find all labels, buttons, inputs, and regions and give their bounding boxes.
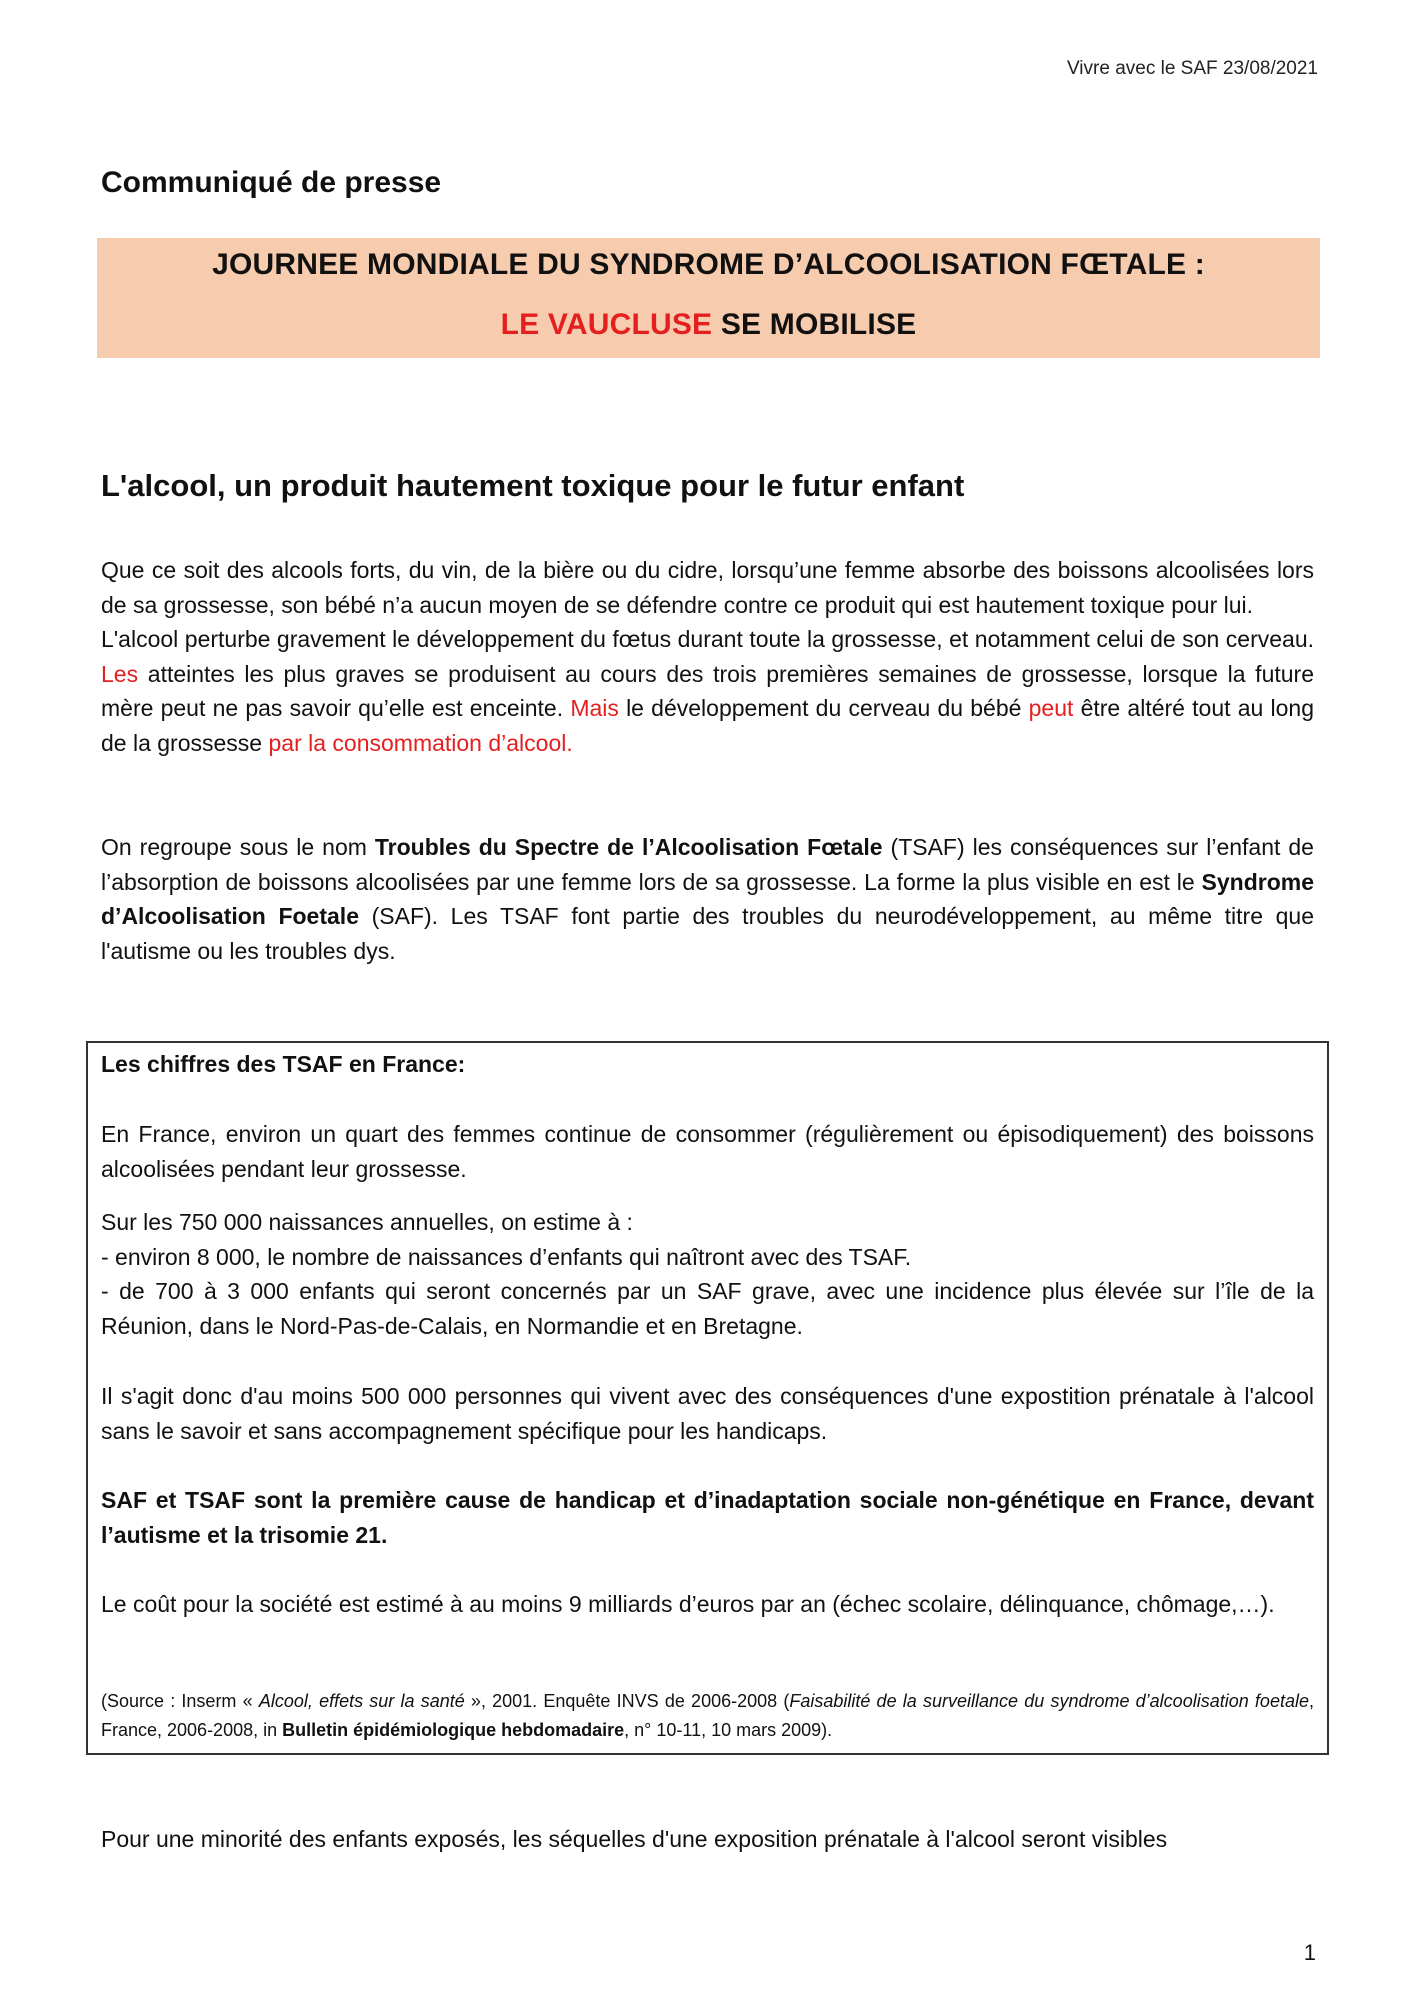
text-run: (Source : Inserm « xyxy=(101,1691,259,1711)
stats-births xyxy=(101,1205,1314,1343)
bold-term: Syndrome d’Alcoolisation Foetale xyxy=(101,868,1314,929)
bold-title: Bulletin épidémiologique hebdomadaire xyxy=(282,1720,625,1740)
highlight-text: par la consommation d’alcool. xyxy=(268,729,573,756)
text-run: (SAF). Les TSAF font partie des troubles du neurodéveloppement, au même titre que l'autisme ou les troubles dys. xyxy=(101,903,1314,964)
stats-paragraph-persons: Il s'agit donc d'au moins 500 000 personnes qui vivent avec des conséquences d'une expostition prénatale à l'alcool sans le savoir et sans accompagnement spécifique pour les handicaps. xyxy=(101,1383,1314,1444)
stats-box-title: Les chiffres des TSAF en France: xyxy=(101,1051,466,1077)
text-run: », 2001. Enquête INVS de 2006-2008 ( xyxy=(464,1691,790,1711)
paragraph-development xyxy=(101,622,1314,760)
stats-paragraph-cost: Le coût pour la société est estimé à au moins 9 milliards d’euros par an (échec scolaire, délinquance, chômage,…). xyxy=(101,1591,1275,1617)
text-run: (TSAF) les conséquences sur l’enfant de l’absorption de boissons alcoolisées par une femme lors de sa grossesse. La forme la plus visible en est le xyxy=(101,834,1314,895)
highlight-text: Mais xyxy=(570,695,619,721)
banner-subtitle xyxy=(97,308,1320,342)
text-run: , France, 2006-2008, in xyxy=(101,1691,1314,1740)
stats-list-item: - environ 8 000, le nombre de naissances d’enfants qui naîtront avec des TSAF. xyxy=(101,1243,912,1270)
stats-source xyxy=(101,1687,1314,1745)
text-run: le développement du cerveau du bébé xyxy=(618,695,1029,721)
press-release-label: Communiqué de presse xyxy=(101,166,442,199)
intro-paragraphs xyxy=(101,553,1314,760)
paragraph-minority: Pour une minorité des enfants exposés, les séquelles d'une exposition prénatale à l'alcool seront visibles xyxy=(101,1826,1168,1852)
stats-paragraph-consumption: En France, environ un quart des femmes continue de consommer (régulièrement ou épisodiquement) des boissons alcoolisées pendant leur grossesse. xyxy=(101,1121,1314,1182)
highlight-text: peut xyxy=(1028,695,1074,721)
text-run: L'alcool perturbe gravement le développement du fœtus durant toute la grossesse, et notamment celui de son cerveau. xyxy=(101,626,1314,652)
stats-list-item: - de 700 à 3 000 enfants qui seront concernés par un SAF grave, avec une incidence plus élevée sur l’île de la Réunion, dans le Nord-Pas-de-Calais, en Normandie et en Bretagne. xyxy=(101,1278,1314,1339)
banner-highlight: LE VAUCLUSE xyxy=(500,308,713,341)
stats-births-intro: Sur les 750 000 naissances annuelles, on estime à : xyxy=(101,1209,633,1235)
banner-subtitle-rest: SE MOBILISE xyxy=(712,308,917,341)
stats-paragraph-first-cause: SAF et TSAF sont la première cause de handicap et d’inadaptation sociale non-génétique en France, devant l’autisme et la trisomie 21. xyxy=(101,1487,1314,1548)
paragraph-toxic: Que ce soit des alcools forts, du vin, de la bière ou du cidre, lorsqu’une femme absorbe des boissons alcoolisées lors de sa grossesse, son bébé n’a aucun moyen de se défendre contre ce produit qui est hautement toxique pour lui. xyxy=(101,557,1314,618)
italic-title: Faisabilité de la surveillance du syndrome d’alcoolisation foetale xyxy=(789,1691,1309,1711)
italic-title: Alcool, effets sur la santé xyxy=(258,1691,465,1711)
banner-title: JOURNEE MONDIALE DU SYNDROME D’ALCOOLISATION FŒTALE : xyxy=(212,248,1205,281)
tsaf-definition-text xyxy=(101,830,1314,968)
page-number: 1 xyxy=(1303,1940,1316,1965)
stats-box xyxy=(86,1041,1329,1755)
bold-term: Troubles du Spectre de l’Alcoolisation Fœtale xyxy=(374,834,883,860)
highlight-text: Les xyxy=(101,660,139,687)
section-title: L'alcool, un produit hautement toxique pour le futur enfant xyxy=(101,468,965,503)
text-run: , n° 10-11, 10 mars 2009). xyxy=(624,1720,833,1740)
text-run: être altéré tout au long de la grossesse xyxy=(101,695,1314,756)
title-banner xyxy=(97,238,1320,358)
text-run: atteintes les plus graves se produisent au cours des trois premières semaines de grossesse, lorsque la future mère peut ne pas savoir qu’elle est enceinte. xyxy=(101,660,1314,721)
paragraph-tsaf-definition xyxy=(101,830,1314,968)
text-run: On regroupe sous le nom xyxy=(101,834,375,860)
header-note: Vivre avec le SAF 23/08/2021 xyxy=(1066,58,1318,79)
